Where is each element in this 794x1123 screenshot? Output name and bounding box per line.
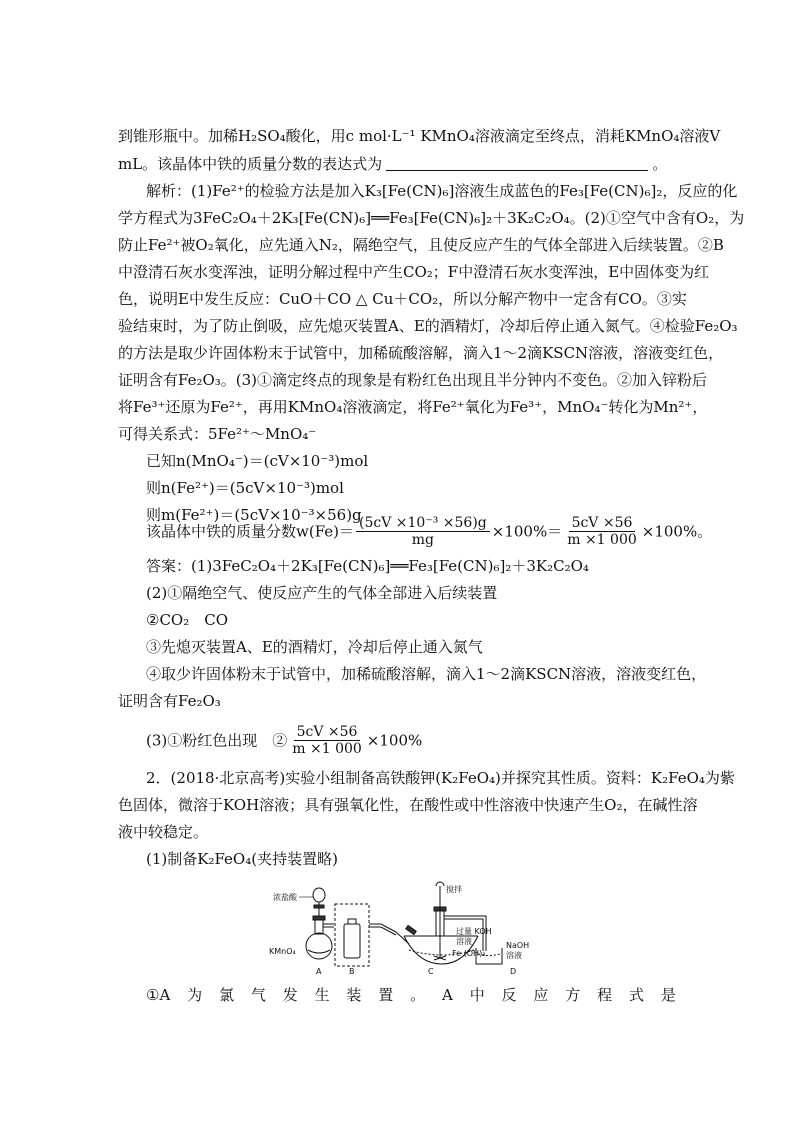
figure-label-excess-koh: 过量 KOH: [456, 927, 492, 936]
formula-middle: ×100%＝: [491, 522, 563, 541]
formula-suffix: ×100%。: [641, 522, 713, 541]
text-line: 验结束时，为了防止倒吸，应先熄灭装置A、E的酒精灯，冷却后停止通入氮气。④检验Fe₂O₃: [118, 317, 738, 335]
line-token: 式: [628, 986, 644, 1004]
text-line: 证明含有Fe₂O₃。(3)①滴定终点的现象是有粉红色出现且半分钟内不变色。②加入锌粉后: [118, 371, 708, 389]
text-line: 则m(Fe²⁺)＝(5cV×10⁻³×56)g: [146, 506, 362, 524]
text-line: [118, 155, 678, 173]
apparatus-svg: [256, 876, 556, 976]
answer-blank: [386, 156, 648, 171]
text-fragment: 。: [652, 155, 668, 173]
line-token: 置: [378, 986, 394, 1004]
text-line: 已知n(MnO₄⁻)＝(cV×10⁻³)mol: [146, 452, 369, 470]
answer-line: ④取少许固体粉末于试管中，加稀硫酸溶解，滴入1～2滴KSCN溶液，溶液变红色，: [146, 665, 707, 683]
apparatus-diagram: [256, 876, 556, 976]
figure-label-a: A: [316, 967, 322, 976]
text-line: 将Fe³⁺还原为Fe²⁺，再用KMnO₄溶液滴定，将Fe²⁺氧化为Fe³⁺，MnO₄⁻转化为Mn²⁺，: [118, 398, 708, 416]
fraction-denominator: m ×1 000: [292, 741, 362, 757]
answer-line: (2)①隔绝空气、使反应产生的气体全部进入后续装置: [146, 584, 498, 602]
question-line: 2．(2018·北京高考)实验小组制备高铁酸钾(K₂FeO₄)并探究其性质。资料：K₂FeO₄为紫: [146, 769, 735, 787]
text-line: 色，说明E中发生反应：CuO＋CO △ Cu＋CO₂，所以分解产物中一定含有CO。③实: [118, 290, 687, 308]
line-token: 为: [187, 986, 203, 1004]
line-token: A: [442, 986, 453, 1004]
formula-suffix: ×100%: [366, 731, 423, 750]
question-line: [146, 986, 676, 1004]
fraction-numerator: 5cV ×56: [294, 724, 361, 741]
mass-fraction-formula: [146, 515, 712, 548]
line-token: 。: [410, 986, 426, 1004]
figure-label-solution: 溶液: [456, 937, 472, 946]
answer-formula: [146, 724, 422, 757]
figure-label-c: C: [428, 967, 434, 976]
line-token: 发: [282, 986, 298, 1004]
line-token: 程: [597, 986, 613, 1004]
figure-label-b: B: [349, 967, 355, 976]
line-token: ①A: [146, 986, 171, 1004]
text-line: 可得关系式：5Fe²⁺～MnO₄⁻: [118, 425, 317, 443]
line-token: 中: [469, 986, 485, 1004]
answer-line: ②CO₂ CO: [146, 611, 229, 629]
figure-label-naoh-solution: 溶液: [506, 951, 522, 960]
text-line: 中澄清石灰水变浑浊，证明分解过程中产生CO₂；F中澄清石灰水变浑浊，E中固体变为红: [118, 263, 710, 281]
answer-line: ③先熄灭装置A、E的酒精灯，冷却后停止通入氮气: [146, 638, 483, 656]
line-token: 应: [533, 986, 549, 1004]
question-line: 色固体，微溶于KOH溶液；具有强氧化性，在酸性或中性溶液中快速产生O₂，在碱性溶: [118, 796, 698, 814]
text-line: 防止Fe²⁺被O₂氧化，应先通入N₂，隔绝空气，且使反应产生的气体全部进入后续装置。②B: [118, 236, 724, 254]
line-token: 反: [501, 986, 517, 1004]
text-line: 学方程式为3FeC₂O₄＋2K₃[Fe(CN)₆]══Fe₃[Fe(CN)₆]₂＋3K₂C₂O₄。(2)①空气中含有O₂，为: [118, 209, 745, 227]
fraction-denominator: m ×1 000: [567, 532, 637, 548]
text-line: 则n(Fe²⁺)＝(5cV×10⁻³)mol: [146, 479, 344, 497]
formula-prefix: (3)①粉红色出现 ②: [146, 731, 288, 750]
fraction: [564, 515, 640, 548]
answer-line: 证明含有Fe₂O₃: [118, 692, 221, 710]
fraction: [356, 515, 490, 548]
question-line: 液中较稳定。: [118, 823, 209, 841]
figure-label-kmno4: KMnO₄: [269, 947, 296, 956]
question-line: (1)制备K₂FeO₄(夹持装置略): [146, 850, 338, 868]
apparatus-a: [306, 888, 334, 959]
line-token: 装: [346, 986, 362, 1004]
text-line: 解析：(1)Fe²⁺的检验方法是加入K₃[Fe(CN)₆]溶液生成蓝色的Fe₃[Fe(CN)₆]₂，反应的化: [146, 182, 738, 200]
figure-label-conc-hcl: 浓盐酸: [273, 893, 297, 902]
text-line: 到锥形瓶中。加稀H₂SO₄酸化，用c mol·L⁻¹ KMnO₄溶液滴定至终点，消耗KMnO₄溶液V: [118, 127, 721, 145]
fraction-numerator: (5cV ×10⁻³ ×56)g: [356, 515, 490, 532]
line-token: 是: [660, 986, 676, 1004]
figure-label-stir: 搅拌: [446, 885, 462, 894]
fraction-numerator: 5cV ×56: [569, 515, 636, 532]
line-token: 方: [565, 986, 581, 1004]
formula-prefix: 该晶体中铁的质量分数w(Fe)＝: [146, 522, 355, 541]
line-token: 气: [250, 986, 266, 1004]
line-token: 生: [314, 986, 330, 1004]
line-token: 氯: [218, 986, 234, 1004]
figure-label-naoh: NaOH: [506, 941, 530, 950]
text-fragment: mL。该晶体中铁的质量分数的表达式为: [118, 155, 383, 173]
apparatus-b: [335, 904, 396, 966]
answer-line: 答案：(1)3FeC₂O₄＋2K₃[Fe(CN)₆]══Fe₃[Fe(CN)₆]₂＋3K₂C₂O₄: [146, 557, 589, 575]
text-line: 的方法是取少许固体粉末于试管中，加稀硫酸溶解，滴入1～2滴KSCN溶液，溶液变红色，: [118, 344, 724, 362]
figure-label-d: D: [510, 967, 517, 976]
fraction: [289, 724, 365, 757]
figure-label-feoh3: Fe (OH)₃: [452, 949, 486, 958]
fraction-denominator: mg: [411, 532, 435, 548]
